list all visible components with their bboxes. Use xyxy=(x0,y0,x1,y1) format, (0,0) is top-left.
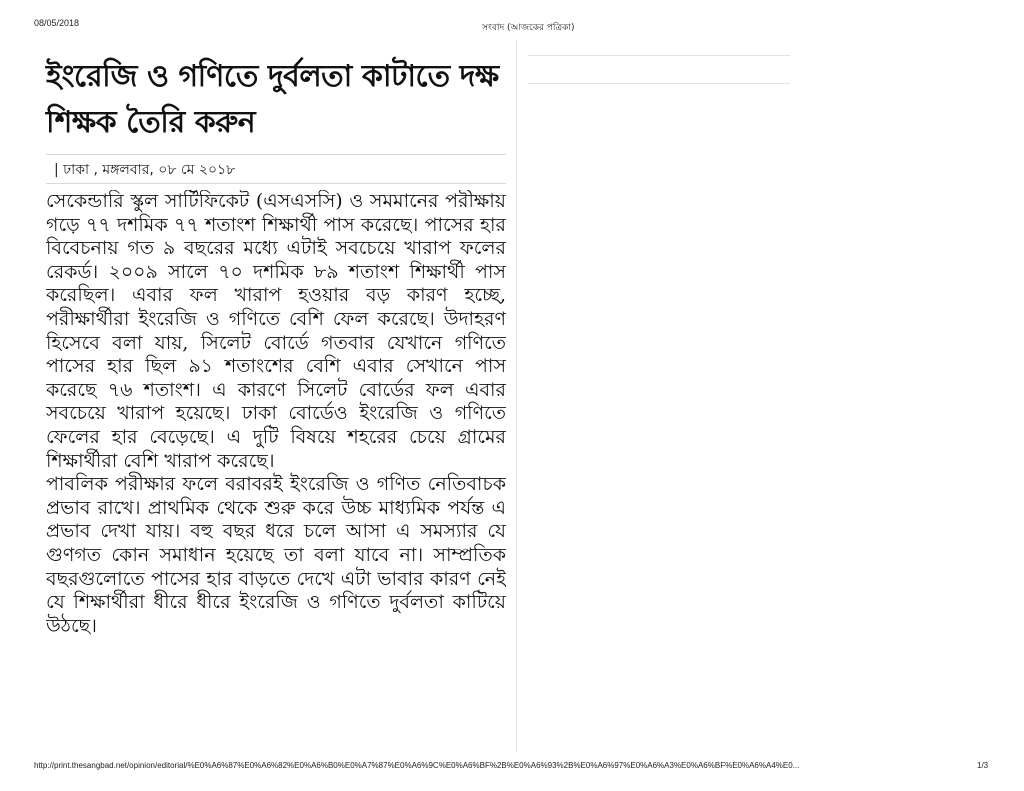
article-paragraph: পাবলিক পরীক্ষার ফলে বরাবরই ইংরেজি ও গণিত নেতিবাচক প্রভাব রাখে। প্রাথমিক থেকে শুরু করে উচ্চ মাধ্যমিক পর্যন্ত এ প্রভাব দেখা যায়। বহু বছর ধরে চলে আসা এ সমস্যার যে গুণগত কোন সমাধান হয়েছে তা বলা যাবে না। সাম্প্রতিক বছরগুলোতে পাসের হার বাড়তে দেখে এটা ভাবার কারণ নেই যে শিক্ষার্থীরা ধীরে ধীরে ইংরেজি ও গণিতে দুর্বলতা কাটিয়ে উঠছে। xyxy=(46,473,506,637)
article-headline: ইংরেজি ও গণিতে দুর্বলতা কাটাতে দক্ষ শিক্ষক তৈরি করুন xyxy=(46,59,499,140)
sidebar-rule xyxy=(528,55,790,56)
print-page-title: সংবাদ (আজকের পত্রিকা) xyxy=(482,23,575,33)
print-page-number: 1/3 xyxy=(977,761,989,770)
sidebar-divider xyxy=(516,40,517,752)
article xyxy=(46,54,506,748)
article-dateline: | ঢাকা , মঙ্গলবার, ০৮ মে ২০১৮ xyxy=(54,162,236,178)
article-paragraph: সেকেন্ডারি স্কুল সার্টিফিকেট (এসএসসি) ও সমমানের পরীক্ষায় গড়ে ৭৭ দশমিক ৭৭ শতাংশ শিক্ষার্থী পাস করেছে। পাসের হার বিবেচনায় গত ৯ বছরের মধ্যে এটাই সবচেয়ে খারাপ ফলের রেকর্ড। ২০০৯ সালে ৭০ দশমিক ৮৯ শতাংশ শিক্ষার্থী পাস করেছিল। এবার ফল খারাপ হওয়ার বড় কারণ হচ্ছে, পরীক্ষার্থীরা ইংরেজি ও গণিতে বেশি ফেল করেছে। উদাহরণ হিসেবে বলা যায়, সিলেট বোর্ডে গতবার যেখানে গণিতে পাসের হার ছিল ৯১ শতাংশের বেশি এবার সেখানে পাস করেছে ৭৬ শতাংশ। এ কারণে সিলেট বোর্ডের ফল এবার সবচেয়ে খারাপ হয়েছে। ঢাকা বোর্ডেও ইংরেজি ও গণিতে ফেলের হার বেড়েছে। এ দুটি বিষয়ে শহরের চেয়ে গ্রামের শিক্ষার্থীরা বেশি খারাপ করেছে। xyxy=(46,190,506,472)
print-date: 08/05/2018 xyxy=(34,18,80,28)
dateline-bar xyxy=(46,154,506,184)
print-footer-url: http://print.thesangbad.net/opinion/editorial/%E0%A6%87%E0%A6%82%E0%A6%B0%E0%A7%87%E0%A6%9C%E0%A6%BF%2B%E0%A6%93%2B%E0%A6%97%E0%A6%A3%E0%A6%BF%E0%A6%A4%E0... xyxy=(34,761,800,770)
sidebar-rule xyxy=(528,83,790,84)
article-body xyxy=(46,190,506,748)
